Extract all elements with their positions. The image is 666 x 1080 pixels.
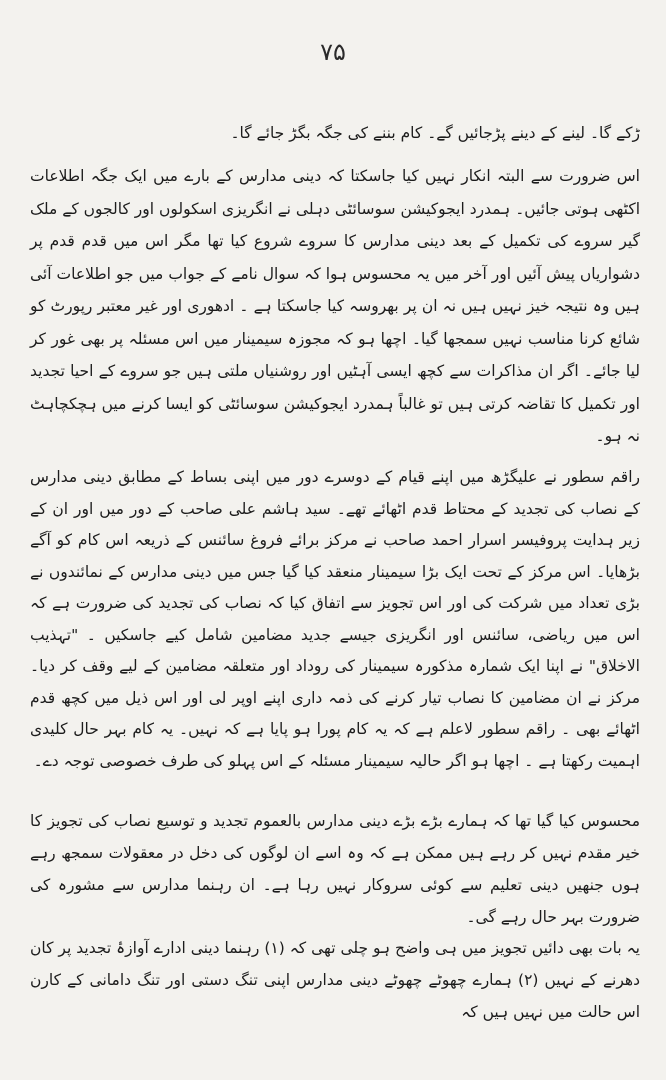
paragraph-3: [30, 462, 640, 777]
paragraph-text: ڑکے گا۔ لینے کے دینے پڑجائیں گے۔ کام بننے کی جگہ بگڑ جائے گا۔: [230, 124, 640, 142]
paragraph-text: راقم سطور نے علیگڑھ میں اپنے قیام کے دوسرے دور میں اپنی بساط کے مطابق دینی مدارس کے نصاب کی تجدید کے محتاط قدم اٹھائے تھے۔ سید ہاشم علی صاحب کے دور میں اور ان کے زیر ہدایت پروفیسر اسرار احمد صاحب نے مرکز برائے فروغ سائنس کے ذریعہ اس کام کو آگے بڑھایا۔ اس مرکز کے تحت ایک بڑا سیمینار منعقد کیا گیا جس میں دینی مدارس کے نمائندوں نے بڑی تعداد میں شرکت کی اور اس تجویز سے اتفاق کیا کہ نصاب کی تجدید کی ضرورت ہے کہ اس میں ریاضی، سائنس اور انگریزی جیسے جدید مضامین شامل کیے جاسکیں ۔ "تہذیب الاخلاق" نے اپنا ایک شمارہ مذکورہ سیمینار کی روداد اور متعلقہ مضامین کے لیے وقف کر دیا۔ مرکز نے ان مضامین کا نصاب تیار کرنے کی ذمہ داری اپنے اوپر لی اور اس ذیل میں کچھ قدم اٹھائے بھی ۔ راقم سطور لاعلم ہے کہ یہ کام پورا ہو پایا ہے کہ نہیں۔ یہ کام بہر حال کلیدی اہمیت رکھتا ہے ۔ اچھا ہو اگر حالیہ سیمینار مسئلہ کے اس پہلو کی طرف خصوصی توجہ دے۔: [30, 468, 640, 770]
paragraph-text: محسوس کیا گیا تھا کہ ہمارے بڑے بڑے دینی مدارس بالعموم تجدید و توسیع نصاب کی تجویز کا خیر مقدم نہیں کر رہے ہیں ممکن ہے کہ وہ اسے ان لوگوں کی دخل در معقولات سمجھ رہے ہوں جنھیں دینی تعلیم سے کوئی سروکار نہیں رہا ہے۔ ان رہنما مدارس سے مشورہ کی ضرورت بہر حال رہے گی۔: [30, 812, 640, 926]
paragraph-text: اس ضرورت سے البتہ انکار نہیں کیا جاسکتا کہ دینی مدارس کے بارے میں ایک جگہ اطلاعات اکٹھی ہوتی جائیں۔ ہمدرد ایجوکیشن سوسائٹی دہلی نے انگریزی اسکولوں اور کالجوں کے ملک گیر سروے کی تکمیل کے بعد دینی مدارس کا سروے شروع کیا تھا مگر اس میں قدم قدم پر دشواریاں پیش آئیں اور آخر میں یہ محسوس ہوا کہ سوال نامے کے جواب میں جو اطلاعات آئی ہیں وہ نتیجہ خیز نہیں ہیں نہ ان پر بھروسہ کیا جاسکتا ہے ۔ ادھوری اور غیر معتبر رپورٹ کو شائع کرنا مناسب نہیں سمجھا گیا۔ اچھا ہو کہ مجوزہ سیمینار میں اس مسئلہ پر بھی غور کر لیا جائے۔ اگر ان مذاکرات سے کچھ ایسی آہٹیں اور روشنیاں ملتی ہیں جو سروے کے احیا تجدید اور تکمیل کا تقاضہ کرتی ہیں تو غالباً ہمدرد ایجوکیشن سوسائٹی کو ایسا کرنے میں ہچکچاہٹ نہ ہو۔: [30, 167, 640, 445]
paragraph-4: [30, 805, 640, 933]
paragraph-5: [30, 932, 640, 1028]
page-number: ۷۵: [320, 38, 346, 66]
paragraph-text: یہ بات بھی دائیں تجویز میں ہی واضح ہو چلی تھی کہ (۱) رہنما دینی ادارے آوازۂ تجدید پر کان دھرنے کے نہیں (۲) ہمارے چھوٹے چھوٹے دینی مدارس اپنی تنگ دستی اور تنگ دامانی کے کارن اس حالت میں نہیں ہیں کہ: [30, 939, 640, 1021]
paragraph-2: [30, 160, 640, 453]
paragraph-1: [30, 118, 640, 148]
